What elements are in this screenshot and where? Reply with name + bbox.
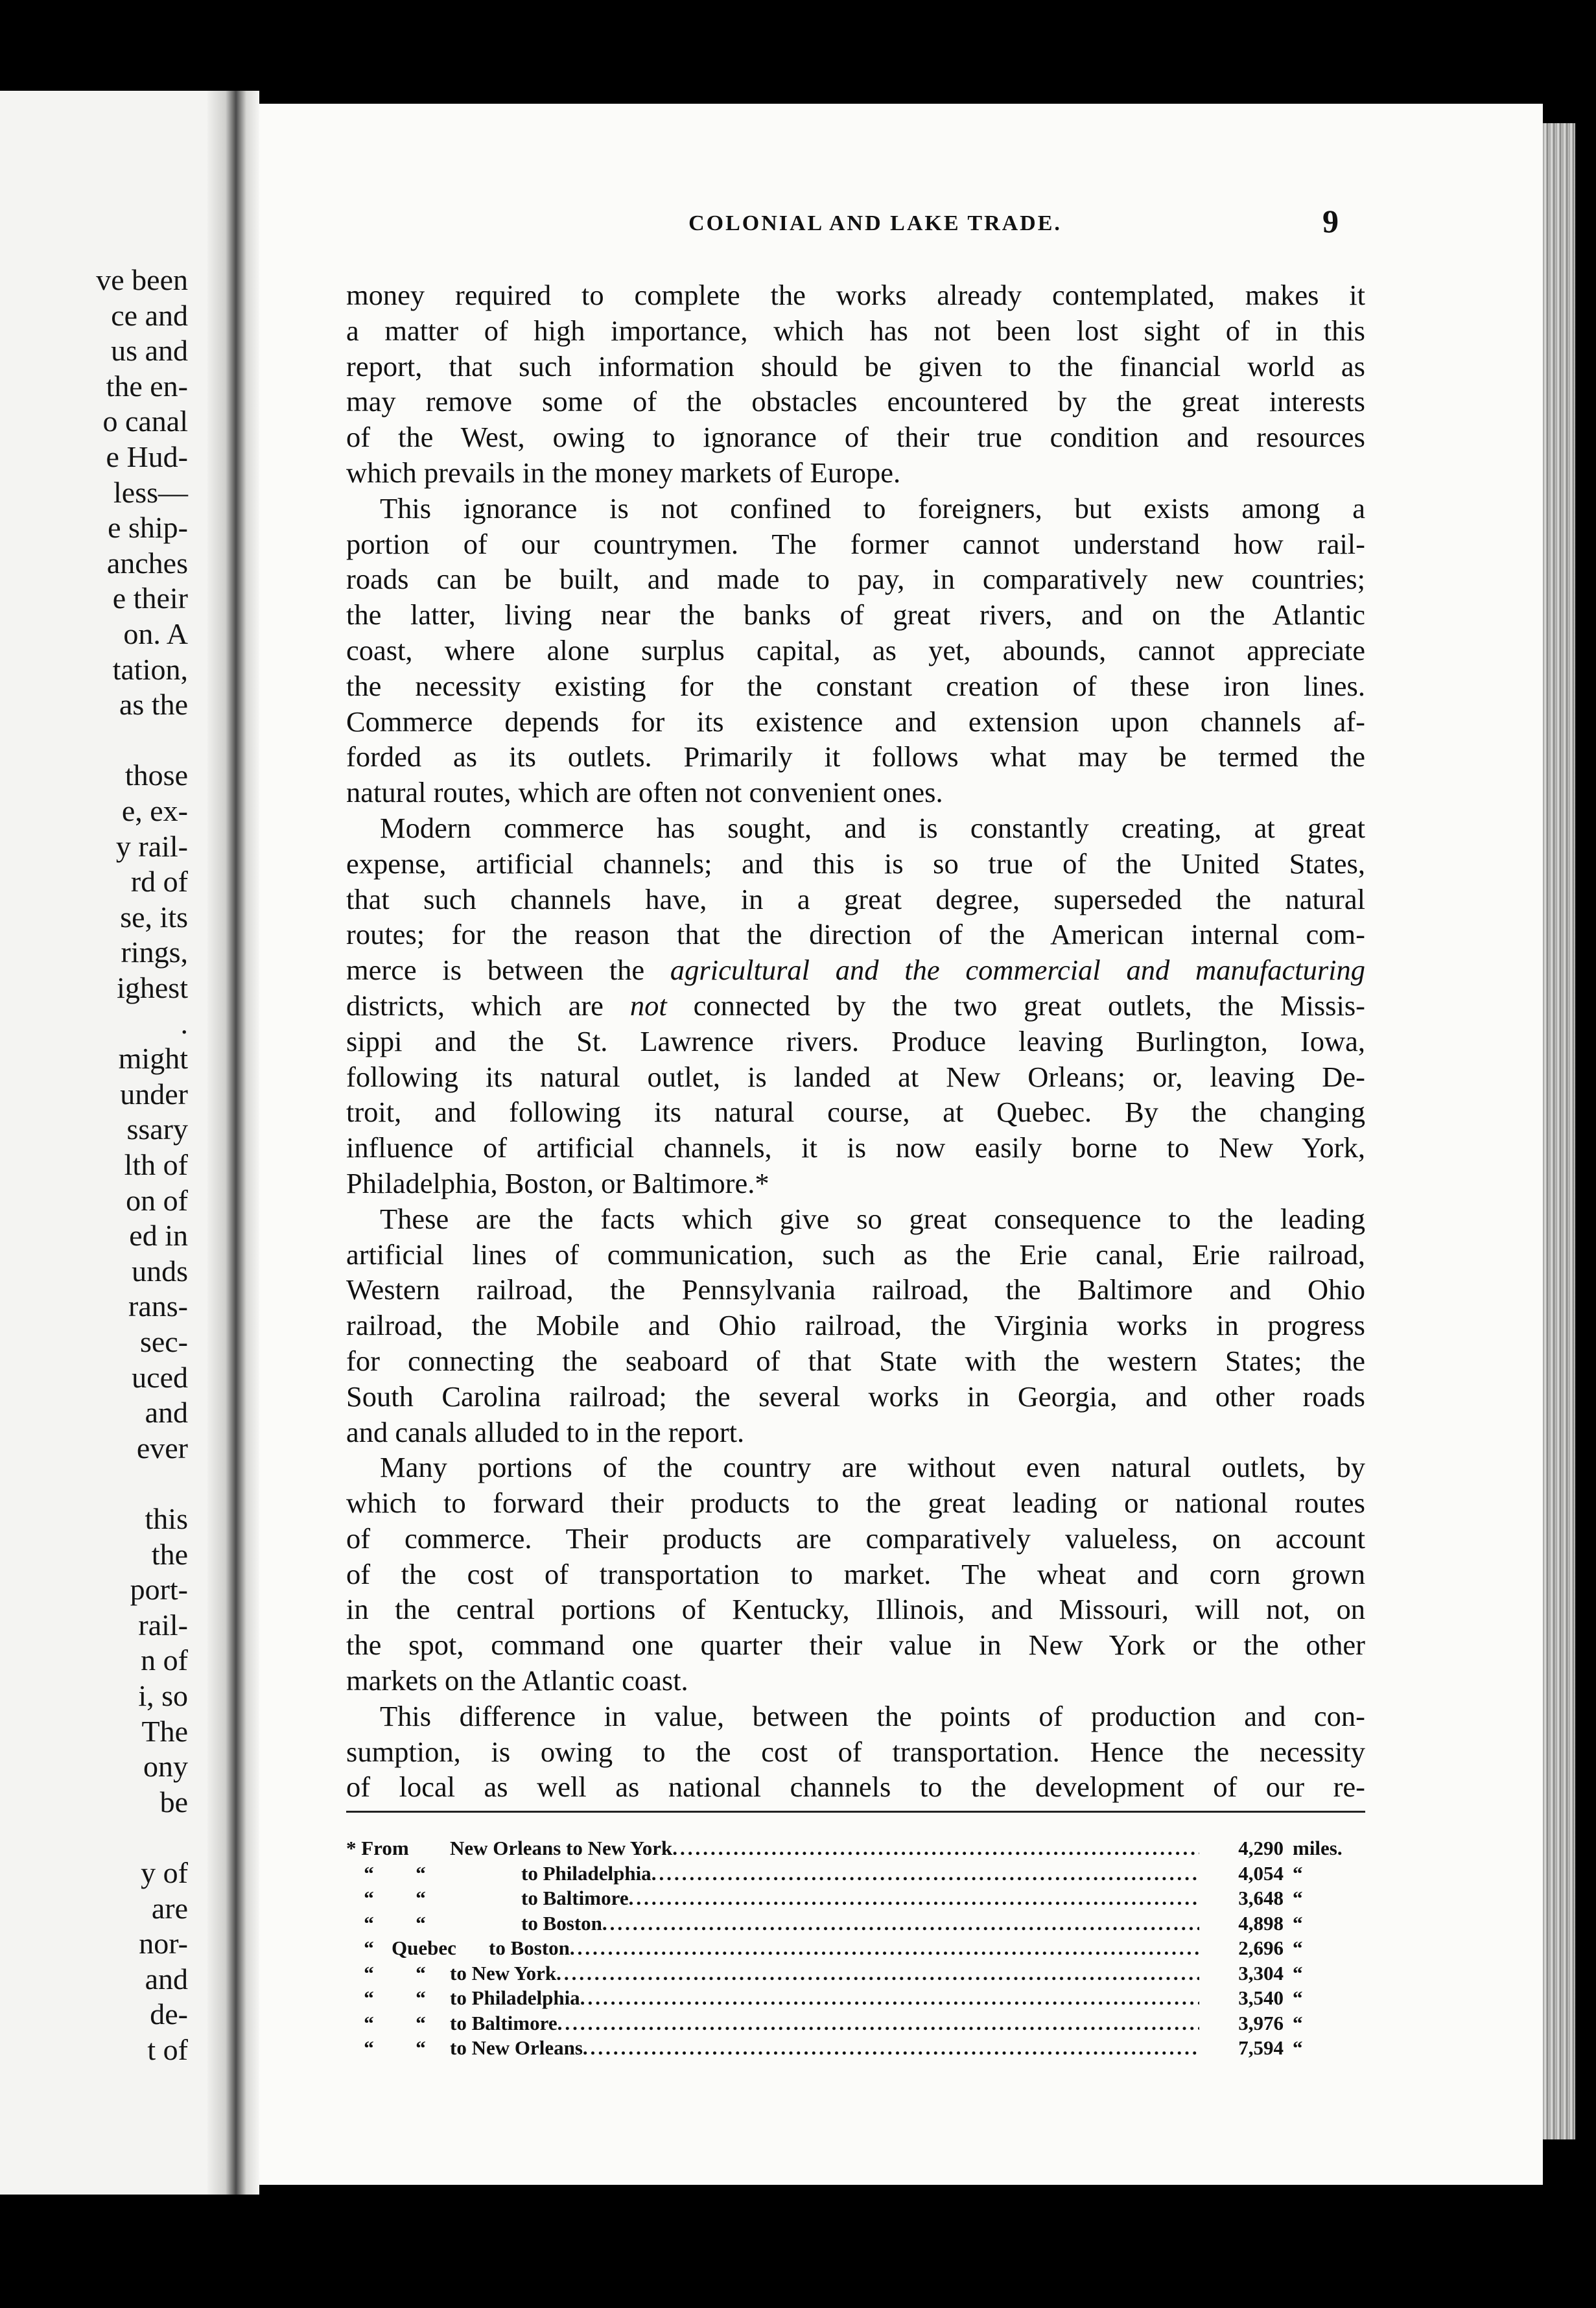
left-page-fragment: . <box>180 1006 188 1040</box>
left-page-fragment: o canal <box>102 405 188 438</box>
text-line: of local as well as national channels to the development of our re- <box>346 1771 1365 1804</box>
text-line: sumption, is owing to the cost of transportation. Hence the necessity <box>346 1735 1365 1768</box>
text-line: railroad, the Mobile and Ohio railroad, the Virginia works in progress <box>346 1309 1365 1342</box>
left-page-fragment: rail- <box>138 1608 188 1642</box>
text-line: the spot, command one quarter their value in New York or the other <box>346 1629 1365 1662</box>
footnote-marker: “ <box>364 1887 374 1909</box>
text-line: which to forward their products to the great leading or national routes <box>346 1487 1365 1520</box>
text-line: influence of artificial channels, it is now easily borne to New York, <box>346 1131 1365 1164</box>
text-line: portion of our countrymen. The former cannot understand how rail- <box>346 527 1365 560</box>
left-page-fragment: ever <box>136 1431 188 1465</box>
footnote-origin: “ <box>416 1961 426 1984</box>
footnote-row <box>346 1911 1357 1937</box>
left-page-fragment: t of <box>147 2033 188 2066</box>
text-line <box>346 988 1365 1024</box>
footnote-unit: “ <box>1293 2036 1303 2059</box>
footnote-route: to New Orleans <box>450 2036 583 2059</box>
footnote-marker: “ <box>364 1986 374 2009</box>
text-line: troit, and following its natural course, at Quebec. By the changing <box>346 1096 1365 1129</box>
footnote-distance: 4,054 <box>1238 1861 1284 1885</box>
running-head: COLONIAL AND LAKE TRADE. <box>688 211 1062 235</box>
text-line: artificial lines of communication, such as the Erie canal, Erie railroad, <box>346 1238 1365 1271</box>
left-page-fragment: e, ex- <box>121 794 188 827</box>
page-number: 9 <box>1322 203 1339 239</box>
leader-dots <box>651 1861 1199 1887</box>
footnote-distance: 2,696 <box>1238 1937 1284 1959</box>
text-line: that such channels have, in a great degree, superseded the natural <box>346 882 1365 915</box>
footnote-route: to Philadelphia <box>450 1986 580 2009</box>
leader-dots <box>583 2036 1199 2061</box>
text-line: money required to complete the works already contemplated, makes it <box>346 279 1365 311</box>
text-line: routes; for the reason that the direction of the American internal com- <box>346 918 1365 951</box>
left-page-fragment: ve been <box>96 263 188 296</box>
left-page-fragment: might <box>118 1042 188 1076</box>
left-page-fragment: ssary <box>126 1113 188 1146</box>
text-line: forded as its outlets. Primarily it follows what may be termed the <box>346 740 1365 773</box>
footnote-route: to Boston <box>489 1937 570 1959</box>
footnote-origin: “ <box>416 1887 426 1909</box>
left-page-fragment: rings, <box>121 936 188 969</box>
text-line: Commerce depends for its existence and extension upon channels af- <box>346 705 1365 738</box>
footnote-distance: 3,304 <box>1238 1961 1284 1984</box>
left-page-fragment: on of <box>126 1183 188 1217</box>
leader-dots <box>556 1961 1199 1986</box>
footnote-unit: miles. <box>1293 1837 1343 1859</box>
text-line: following its natural outlet, is landed at New Orleans; or, leaving De- <box>346 1060 1365 1093</box>
left-page-fragment: and <box>145 1396 188 1430</box>
left-page-fragment: uced <box>132 1360 188 1394</box>
left-page-fragment: ighest <box>117 971 188 1004</box>
left-page-fragment: nor- <box>139 1927 188 1961</box>
text-line <box>346 952 1365 988</box>
footnote-route: to Philadelphia <box>521 1861 651 1885</box>
left-page-fragment: y of <box>141 1856 188 1889</box>
footnote-marker: “ <box>364 1961 374 1984</box>
footnote-row <box>346 2011 1357 2036</box>
text-line: This ignorance is not confined to foreigners, but exists among a <box>380 491 1365 524</box>
footnote-distance: 4,898 <box>1238 1911 1284 1935</box>
footnote-route: to New York <box>450 1961 557 1984</box>
footnote-origin: Quebec <box>392 1937 456 1959</box>
footnote-marker: * From <box>346 1837 409 1859</box>
footnote-leader <box>450 1886 1199 1911</box>
text-line: roads can be built, and made to pay, in comparatively new countries; <box>346 563 1365 596</box>
text-line: Western railroad, the Pennsylvania railroad, the Baltimore and Ohio <box>346 1273 1365 1306</box>
left-page-fragment: rd of <box>130 865 188 899</box>
book-gutter <box>207 91 259 2195</box>
text-line: These are the facts which give so great consequence to the leading <box>380 1202 1365 1235</box>
footnote-route: to Baltimore <box>450 2011 557 2034</box>
footnote-table <box>346 1836 1357 2061</box>
left-page-fragment: e Hud- <box>106 440 188 473</box>
footnote-route: to Baltimore <box>521 1887 629 1909</box>
text-line: Many portions of the country are without even natural outlets, by <box>380 1451 1365 1484</box>
left-page-fragment: as the <box>119 688 188 722</box>
left-page <box>0 91 207 2195</box>
left-page-fragment: de- <box>150 1997 188 2031</box>
left-page-fragment: The <box>141 1714 188 1748</box>
footnote-route: to Boston <box>521 1911 602 1935</box>
leader-dots <box>557 2011 1199 2036</box>
footnote-leader <box>450 1836 1199 1861</box>
text-line: expense, artificial channels; and this is so true of the United States, <box>346 847 1365 880</box>
footnote-row <box>346 1886 1357 1911</box>
text-line: and canals alluded to in the report. <box>346 1415 745 1448</box>
left-page-fragment: rans- <box>128 1289 188 1323</box>
left-page-fragment: on. A <box>123 617 188 650</box>
text-line: This difference in value, between the points of production and con- <box>380 1699 1365 1732</box>
left-page-fragment: i, so <box>138 1679 188 1712</box>
footnote-origin: “ <box>416 1911 426 1935</box>
text-line: of the West, owing to ignorance of their true condition and resources <box>346 421 1365 454</box>
left-page-fragment: ony <box>143 1750 188 1784</box>
footnote-marker: “ <box>364 2036 374 2059</box>
text-run: districts, which are <box>346 989 630 1022</box>
footnote-distance: 3,540 <box>1238 1986 1284 2009</box>
left-page-fragment: e ship- <box>108 511 188 545</box>
text-line: Philadelphia, Boston, or Baltimore.* <box>346 1166 769 1199</box>
italic-run: agricultural and the commercial and manufacturing <box>670 954 1365 987</box>
footnote-distance: 4,290 <box>1238 1837 1284 1859</box>
text-line: may remove some of the obstacles encountered by the great interests <box>346 385 1365 418</box>
leader-dots <box>629 1886 1199 1911</box>
text-line: of commerce. Their products are comparatively valueless, on account <box>346 1522 1365 1555</box>
footnote-leader <box>450 2011 1199 2036</box>
text-run: merce is between the <box>346 954 670 987</box>
footnote-marker: “ <box>364 1911 374 1935</box>
footnote-row <box>346 1936 1357 1961</box>
footnote-row <box>346 2036 1357 2061</box>
text-line: report, that such information should be given to the financial world as <box>346 349 1365 383</box>
left-page-fragment: tation, <box>112 652 188 686</box>
footnote-leader <box>450 2036 1199 2061</box>
left-page-fragment: those <box>124 759 188 792</box>
text-line: in the central portions of Kentucky, Illinois, and Missouri, will not, on <box>346 1593 1365 1626</box>
footnote-marker: “ <box>364 1861 374 1885</box>
footnote-origin: “ <box>416 1861 426 1885</box>
left-page-fragment: ce and <box>111 298 188 332</box>
text-line: the latter, living near the banks of great rivers, and on the Atlantic <box>346 598 1365 631</box>
left-page-fragment: se, its <box>120 900 188 934</box>
footnote-route: New Orleans to New York <box>450 1837 673 1859</box>
left-page-fragment: are <box>151 1891 188 1925</box>
footnote-leader <box>450 1911 1199 1937</box>
text-line: the necessity existing for the constant creation of these iron lines. <box>346 669 1365 702</box>
left-page-fragment: be <box>159 1785 188 1819</box>
leader-dots <box>570 1936 1199 1961</box>
text-run: connected by the two great outlets, the Missis- <box>666 989 1365 1022</box>
text-line: markets on the Atlantic coast. <box>346 1664 688 1697</box>
text-line: natural routes, which are often not convenient ones. <box>346 776 943 809</box>
footnote-leader <box>450 1961 1199 1986</box>
footnote-origin: “ <box>416 2036 426 2059</box>
left-page-fragment: e their <box>112 582 188 615</box>
footnote-row <box>346 1986 1357 2011</box>
text-line: South Carolina railroad; the several works in Georgia, and other roads <box>346 1380 1365 1413</box>
left-page-fragment: under <box>120 1077 188 1111</box>
footnote-unit: “ <box>1293 2011 1303 2034</box>
text-line: coast, where alone surplus capital, as yet, abounds, cannot appreciate <box>346 633 1365 666</box>
text-line: which prevails in the money markets of Europe. <box>346 456 901 489</box>
text-line: of the cost of transportation to market. The wheat and corn grown <box>346 1557 1365 1590</box>
left-page-fragment: the en- <box>106 369 188 403</box>
left-page-fragment: n of <box>141 1643 188 1677</box>
left-page-fragment: anches <box>106 546 188 580</box>
left-page-fragment: us and <box>111 334 188 368</box>
footnote-marker: “ <box>364 1937 374 1959</box>
left-page-fragment: y rail- <box>115 829 188 863</box>
left-page-fragment: sec- <box>139 1325 188 1358</box>
footnote-row <box>346 1961 1357 1986</box>
footnote-rule <box>346 1811 1365 1813</box>
left-page-fragment: less— <box>113 475 188 509</box>
footnote-unit: “ <box>1293 1937 1303 1959</box>
left-page-fragment: unds <box>132 1254 188 1288</box>
footnote-leader <box>450 1986 1199 2011</box>
footnote-row <box>346 1861 1357 1887</box>
left-page-fragment: lth of <box>124 1148 188 1181</box>
left-page-fragment: ed in <box>129 1219 188 1253</box>
footnote-origin: “ <box>416 2011 426 2034</box>
leader-dots <box>672 1836 1199 1861</box>
leader-dots <box>580 1986 1199 2011</box>
left-page-fragment: this <box>145 1502 188 1535</box>
footnote-row <box>346 1836 1357 1861</box>
footnote-unit: “ <box>1293 1986 1303 2009</box>
footnote-unit: “ <box>1293 1861 1303 1885</box>
left-page-fragment: port- <box>130 1573 188 1607</box>
footnote-leader <box>489 1936 1199 1961</box>
left-page-fragment: and <box>145 1962 188 1996</box>
text-line: sippi and the St. Lawrence rivers. Produce leaving Burlington, Iowa, <box>346 1024 1365 1057</box>
text-line: for connecting the seaboard of that State with the western States; the <box>346 1344 1365 1377</box>
footnote-distance: 3,648 <box>1238 1887 1284 1909</box>
footnote-marker: “ <box>364 2011 374 2034</box>
footnote-unit: “ <box>1293 1911 1303 1935</box>
footnote-unit: “ <box>1293 1887 1303 1909</box>
leader-dots <box>602 1911 1199 1937</box>
page-edges <box>1543 123 1575 2139</box>
footnote-leader <box>450 1861 1199 1887</box>
footnote-origin: “ <box>416 1986 426 2009</box>
footnote-distance: 7,594 <box>1238 2036 1284 2059</box>
text-line: a matter of high importance, which has not been lost sight of in this <box>346 314 1365 347</box>
italic-run: not <box>629 989 667 1022</box>
footnote-unit: “ <box>1293 1961 1303 1984</box>
text-line: Modern commerce has sought, and is constantly creating, at great <box>380 811 1365 844</box>
body-text <box>346 277 1365 1805</box>
footnote-distance: 3,976 <box>1238 2011 1284 2034</box>
left-page-fragment: the <box>151 1537 188 1571</box>
